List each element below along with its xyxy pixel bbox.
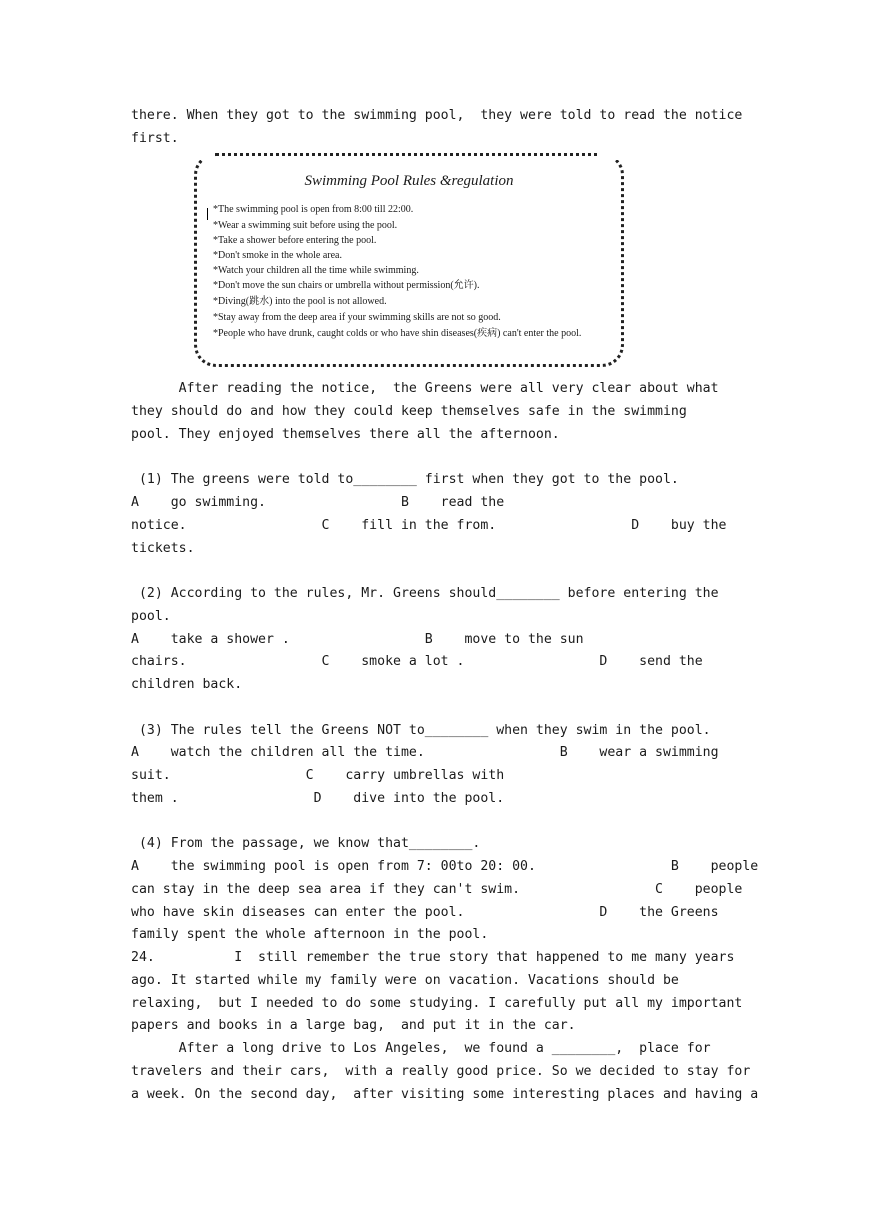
notice-rule: *Don't smoke in the whole area. [213, 250, 342, 261]
question-4-stem: (4) From the passage, we know that________. [131, 836, 481, 851]
notice-rule: *Watch your children all the time while swimming. [213, 265, 419, 276]
question-3-options: suit. C carry umbrellas with [131, 768, 505, 783]
question-1-stem: (1) The greens were told to________ first when they got to the pool. [131, 472, 679, 487]
question-2-options: children back. [131, 677, 243, 692]
question-2-stem: pool. [131, 609, 171, 624]
question-4-options: can stay in the deep sea area if they can't swim. C people [131, 882, 743, 897]
passage-line: pool. They enjoyed themselves there all the afternoon. [131, 427, 560, 442]
passage-24-line: a week. On the second day, after visiting some interesting places and having a [131, 1087, 759, 1102]
notice-box [194, 153, 624, 367]
text-cursor [207, 208, 208, 220]
passage-24-line: ago. It started while my family were on vacation. Vacations should be [131, 973, 679, 988]
question-4-options: who have skin diseases can enter the pool. D the Greens [131, 905, 719, 920]
passage-24-line: 24. I still remember the true story that happened to me many years [131, 950, 735, 965]
question-3-options: them . D dive into the pool. [131, 791, 505, 806]
intro-line-1: there. When they got to the swimming pool, they were told to read the notice [131, 108, 743, 123]
question-1-options: notice. C fill in the from. D buy the [131, 518, 727, 533]
notice-rule: *Stay away from the deep area if your swimming skills are not so good. [213, 312, 501, 323]
question-2-options: A take a shower . B move to the sun [131, 632, 584, 647]
notice-rule: *Wear a swimming suit before using the pool. [213, 220, 398, 231]
passage-24-line: travelers and their cars, with a really good price. So we decided to stay for [131, 1064, 751, 1079]
passage-24-line: After a long drive to Los Angeles, we found a ________, place for [131, 1041, 711, 1056]
question-4-options: A the swimming pool is open from 7: 00to 20: 00. B people [131, 859, 759, 874]
question-4-options: family spent the whole afternoon in the pool. [131, 927, 489, 942]
question-2-stem: (2) According to the rules, Mr. Greens should________ before entering the [131, 586, 719, 601]
notice-rule: *Take a shower before entering the pool. [213, 235, 377, 246]
passage-24-line: relaxing, but I needed to do some studying. I carefully put all my important [131, 996, 743, 1011]
question-1-options: tickets. [131, 541, 195, 556]
question-3-options: A watch the children all the time. B wear a swimming [131, 745, 719, 760]
question-1-options: A go swimming. B read the [131, 495, 505, 510]
notice-title: Swimming Pool Rules &regulation [304, 173, 514, 189]
intro-line-2: first. [131, 131, 179, 146]
passage-line: After reading the notice, the Greens were all very clear about what [131, 381, 719, 396]
passage-24-line: papers and books in a large bag, and put it in the car. [131, 1018, 576, 1033]
notice-rule: *People who have drunk, caught colds or who have shin diseases(疾病) can't enter the pool. [213, 328, 582, 339]
notice-rule: *Diving(跳水) into the pool is not allowed. [213, 296, 387, 307]
question-3-stem: (3) The rules tell the Greens NOT to________ when they swim in the pool. [131, 723, 711, 738]
notice-rule: *The swimming pool is open from 8:00 till 22:00. [213, 204, 414, 215]
question-2-options: chairs. C smoke a lot . D send the [131, 654, 703, 669]
notice-rule: *Don't move the sun chairs or umbrella without permission(允许). [213, 280, 480, 291]
passage-line: they should do and how they could keep themselves safe in the swimming [131, 404, 687, 419]
